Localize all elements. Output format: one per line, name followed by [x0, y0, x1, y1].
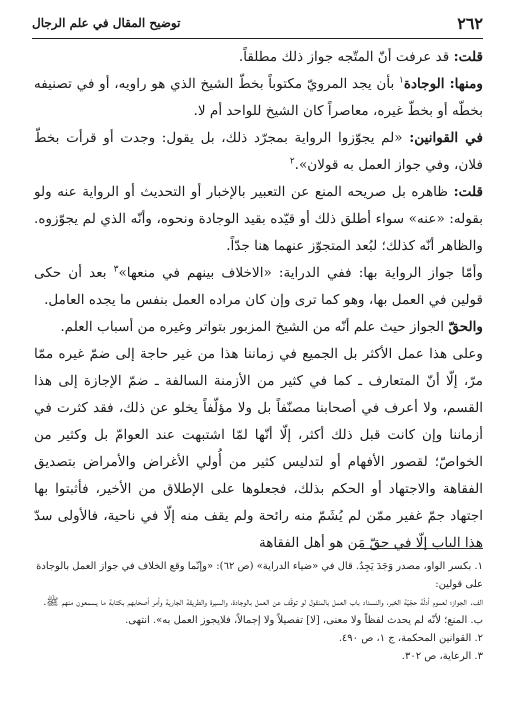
paragraph-text: وعلى هذا عمل الأكثر بل الجميع في زماننا هذا من غير حاجة إلى ضمّ غيره ممّا مرّ، إلّا أنّ المتعارف ـ كما في كثير من الأزمنة السالفة ـ ضمّ الإجازة إلى هذا القسم، ولا أعرف في أصحابنا مصنّفاً بل ولا مؤلّفاً يخلو عن ذلك، فقد كثرت في أزماننا وإن كانت قبل ذلك أكثر، إلّا أنّها لمّا اشتبهت عند العوامّ بل وكثير من الخواصّ؛ لقصور الأفهام أو لتدليس كثير من أُولي الأغراض والأمراض بتصديق الفقاهة والاجتهاد أو الحكم بذلك، فجعلوها على الإطلاق من الأخير، فأثبتوا بها اجتهاد جمّ غفير ممّن لم يُشَمّ منه رائحة ولم يقف منه إلّا في ناحية، فالأولى سدّ هذا الباب إلّا في حقّ مَن هو أهل الفقاهة — [34, 346, 483, 551]
page-header — [32, 14, 483, 36]
main-text — [34, 44, 483, 557]
paragraph-text: «لم يجوّزوا الرواية بمجرّد ذلك، بل يقول: وجدت أو قرأت بخطّ فلان، وفي جواز العمل به قولان». — [34, 130, 483, 173]
paragraph-text: ظاهره بل صريحه المنع عن التعبير بالإخبار أو التحديث أو الرواية عنه ولو بقوله: «عنه» سواء أطلق ذلك أو قيّده بقيد الوجادة ونحوه، وأنّه الذي لم يجوّزوه. والظاهر أنّه كذلك؛ لبُعد المتجوّز عنهما هنا جدّاً. — [34, 184, 483, 254]
paragraph — [34, 179, 483, 260]
footnote: ب. المنع؛ لأنّه لم يحدث لفظاً ولا معنى، [لا] تفصيلاً ولا إجمالاً، فلايجوز العمل به». انتهى. — [125, 615, 483, 626]
footnote: ٣. الرعاية، ص ٣٠٢. — [401, 651, 483, 662]
footnote: ١. بكسر الواو، مصدر وَجَدَ يَجِدُ. قال في «ضياء الدراية» (ص ٦٢): «وإنّما وقع الخلاف في جواز العمل بالوجادة على قولين: — [36, 561, 483, 590]
paragraph-text: قد عرفت أنّ المتّجه جواز ذلك مطلقاً. — [238, 49, 454, 65]
footnotes — [34, 558, 483, 666]
paragraph-lead: قلت: — [453, 49, 483, 65]
paragraph-text: الجواز حيث علم أنّه من الشيخ المزبور بتواتر وغيره من أسباب العلم. — [60, 319, 449, 335]
header-rule — [32, 38, 483, 39]
paragraph — [34, 44, 483, 71]
page-number: ٢٦٢ — [457, 14, 483, 33]
paragraph-lead: والحقّ — [448, 319, 483, 335]
footnote: الف. الجواز؛ لعموم أدلّة حجّيّة الخبر، والنسداد باب العمل بالمنقول لو توقّف عن العمل بالوجادة، والسيرة والطريقة الجارية وأمر أصحابهم بكتابة ما يسمعون منهم ﷺ. — [43, 597, 483, 608]
running-title: توضيح المقال في علم الرجال — [32, 16, 181, 30]
paragraph — [34, 125, 483, 179]
paragraph-text-continued: بعد أن حكى قولين في العمل بها، وهو كما ترى وإن كان مراده العمل بنفس ما يجده العامل. — [34, 265, 483, 308]
paragraph-lead: قلت: — [453, 184, 483, 200]
paragraph — [34, 71, 483, 125]
paragraph — [34, 260, 483, 314]
paragraph-lead: ومنها: الوجادة — [403, 76, 483, 92]
paragraph-text: بأن يجد المرويّ مكتوباً بخطّ الشيخ الذي هو راويه، أو في تصنيفه بخطّه أو بخطّ غيره، معاصراً كان الشيخ للواحد أم لا. — [34, 76, 483, 119]
paragraph — [34, 314, 483, 341]
footnote-rule — [360, 548, 483, 549]
paragraph-text: وأمّا جواز الرواية بها: ففي الدراية: «الاخلاف بينهم في منعها» — [118, 265, 483, 281]
paragraph — [34, 341, 483, 557]
footnote: ٢. القوانين المحكمة، ج ١، ص ٤٩٠. — [338, 633, 483, 644]
paragraph-lead: في القوانين: — [409, 130, 483, 146]
footnote-ref[interactable]: ٢ — [289, 156, 295, 167]
footnote-ref[interactable]: ٣ — [113, 264, 119, 275]
footnote-ref[interactable]: ١ — [399, 75, 404, 86]
